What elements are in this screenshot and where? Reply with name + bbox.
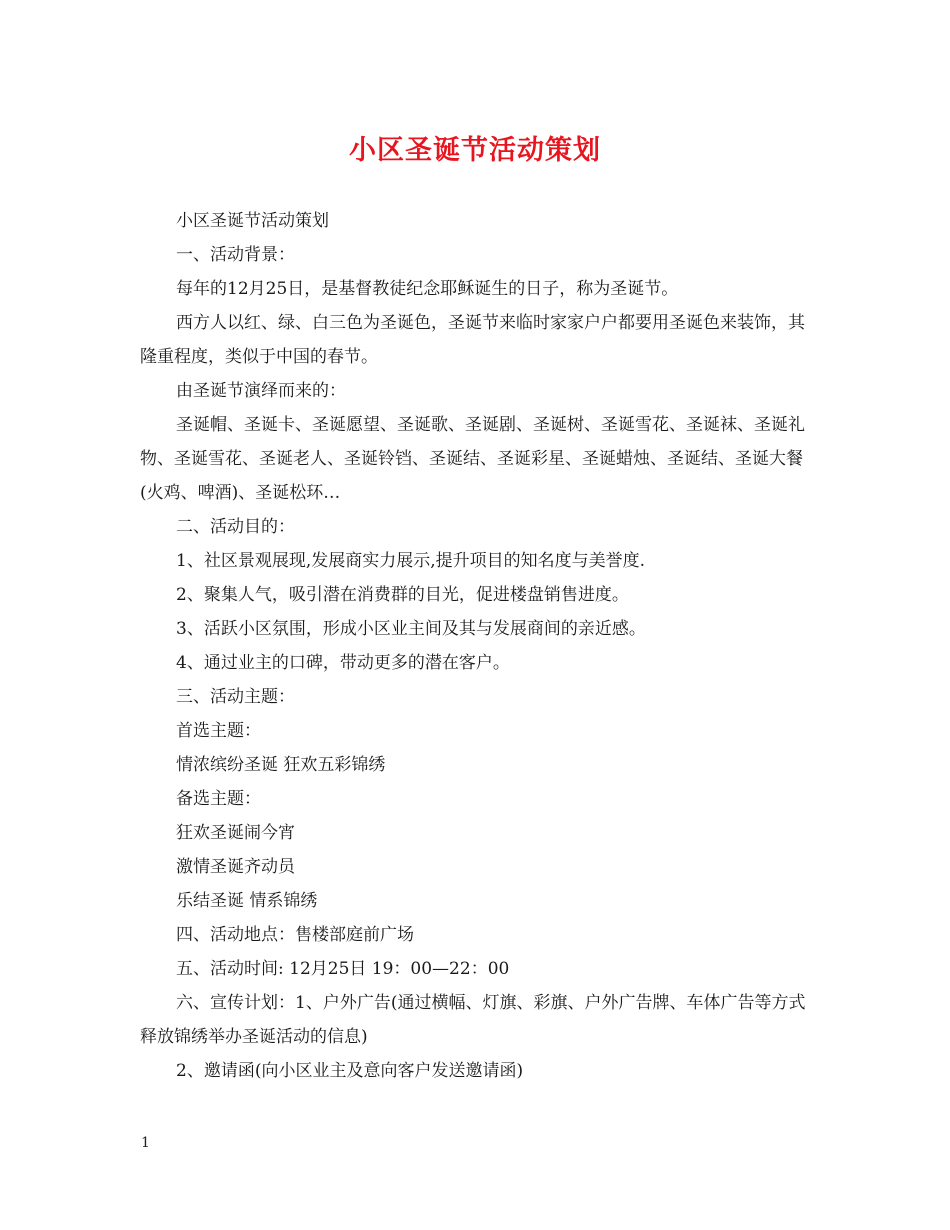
paragraph: 狂欢圣诞闹今宵 [176, 823, 295, 843]
paragraph: 六、宣传计划：1、户外广告(通过横幅、灯旗、彩旗、户外广告牌、车体广告等方式释放锦绣举办圣诞活动的信息) [140, 993, 806, 1047]
paragraph: 小区圣诞节活动策划 [176, 211, 329, 231]
paragraph: 二、活动目的： [176, 517, 295, 537]
paragraph: 五、活动时间: 12月25日 19：00—22：00 [176, 959, 510, 979]
paragraph: 备选主题： [176, 789, 261, 809]
paragraph: 3、活跃小区氛围，形成小区业主间及其与发展商间的亲近感。 [176, 619, 646, 639]
paragraph: 2、邀请函(向小区业主及意向客户发送邀请函) [176, 1061, 524, 1081]
document-body [140, 204, 812, 1088]
paragraph: 激情圣诞齐动员 [176, 857, 295, 877]
paragraph: 由圣诞节演绎而来的： [176, 381, 346, 401]
paragraph: 三、活动主题： [176, 687, 295, 707]
paragraph: 西方人以红、绿、白三色为圣诞色，圣诞节来临时家家户户都要用圣诞色来装饰，其隆重程度，类似于中国的春节。 [140, 313, 805, 367]
paragraph: 情浓缤纷圣诞 狂欢五彩锦绣 [176, 755, 386, 775]
paragraph: 1、社区景观展现,发展商实力展示,提升项目的知名度与美誉度. [176, 551, 646, 571]
paragraph: 2、聚集人气，吸引潜在消费群的目光，促进楼盘销售进度。 [176, 585, 629, 605]
page-number: 1 [141, 1135, 150, 1151]
paragraph: 四、活动地点：售楼部庭前广场 [176, 925, 414, 945]
paragraph: 4、通过业主的口碑，带动更多的潜在客户。 [176, 653, 510, 673]
paragraph: 圣诞帽、圣诞卡、圣诞愿望、圣诞歌、圣诞剧、圣诞树、圣诞雪花、圣诞袜、圣诞礼物、圣诞雪花、圣诞老人、圣诞铃铛、圣诞结、圣诞彩星、圣诞蜡烛、圣诞结、圣诞大餐(火鸡、啤酒)、圣诞松环… [140, 415, 805, 503]
paragraph: 乐结圣诞 情系锦绣 [176, 891, 318, 911]
document-title: 小区圣诞节活动策划 [349, 135, 601, 166]
paragraph: 首选主题： [176, 721, 261, 741]
paragraph: 一、活动背景： [176, 245, 295, 265]
paragraph: 每年的12月25日，是基督教徒纪念耶稣诞生的日子，称为圣诞节。 [176, 279, 679, 299]
